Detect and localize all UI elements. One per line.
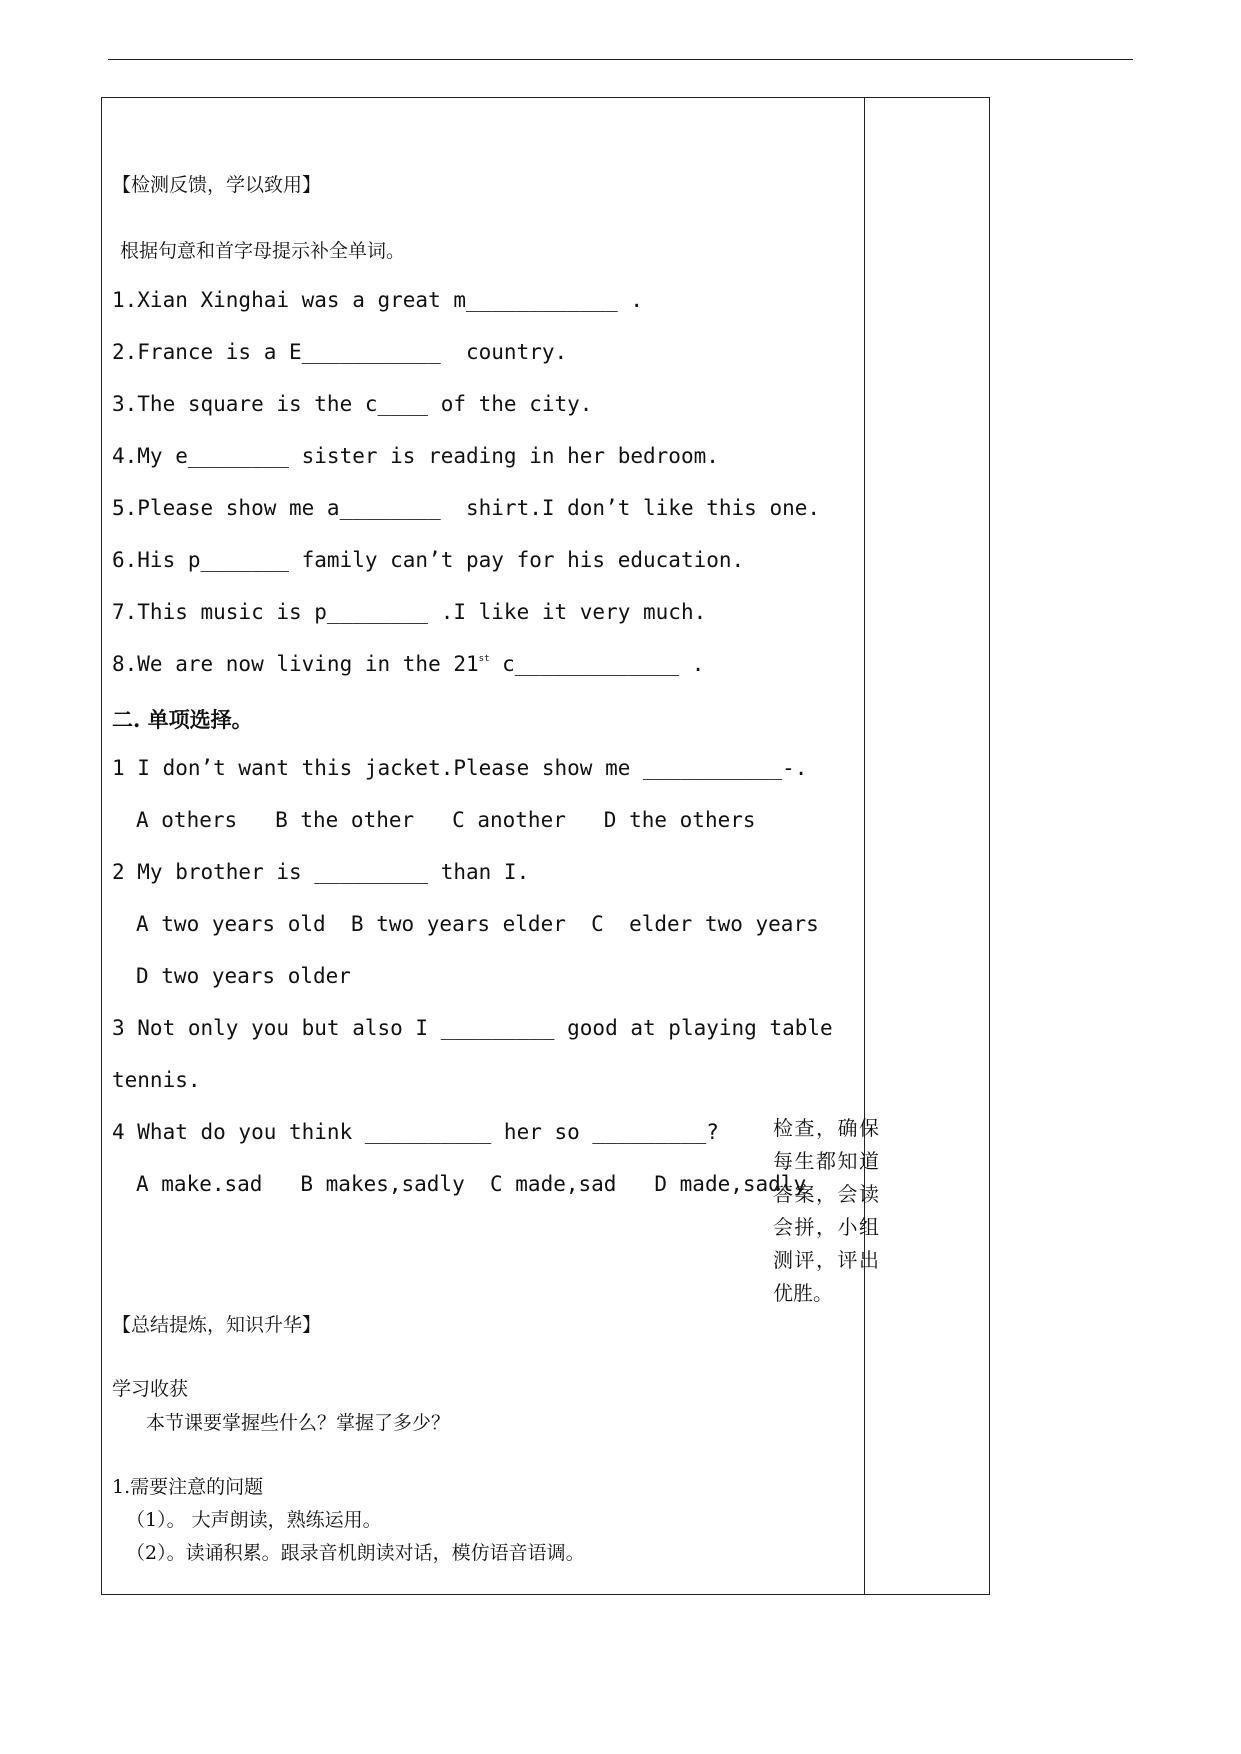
choice-question-3: 3 Not only you but also I _________ good at playing table [112,1016,833,1040]
fill-item-6: 6.His p_______ family can’t pay for his education. [112,548,745,572]
gain-title: 学习收获 [112,1378,189,1400]
summary-heading: 【总结提炼，知识升华】 [112,1314,322,1336]
fill-item-2: 2.France is a E___________ country. [112,340,568,364]
choice-options-4: A make.sad B makes,sadly C made,sad D made,sadly [136,1172,807,1196]
worksheet-table [101,97,990,1595]
fill-item-8-superscript: st [478,654,490,664]
header-rule [108,59,1133,60]
gain-question: 本节课要掌握些什么？掌握了多少？ [146,1412,451,1434]
fill-item-4: 4.My e________ sister is reading in her bedroom. [112,444,719,468]
fill-item-1: 1.Xian Xinghai was a great m____________ . [112,288,644,312]
feedback-heading: 【检测反馈，学以致用】 [112,174,322,196]
attention-item-2: （2）。读诵积累。跟录音机朗读对话，模仿语音语调。 [126,1542,585,1564]
choice-options-1: A others B the other C another D the others [136,808,756,832]
fill-item-8-blank: c_____________ . [489,652,705,676]
attention-title: 1.需要注意的问题 [112,1476,264,1498]
feedback-instruction: 根据句意和首字母提示补全单词。 [120,240,406,262]
fill-item-3: 3.The square is the c____ of the city. [112,392,593,416]
choice-question-2: 2 My brother is _________ than I. [112,860,530,884]
choice-options-2-cont: D two years older [136,964,351,988]
fill-item-8-text: 8.We are now living in the 21 [112,652,479,676]
teacher-note: 检查，确保每生都知道答案，会读会拼，小组测评，评出优胜。 [773,1116,879,1305]
column-divider [864,98,865,1594]
choice-question-1: 1 I don’t want this jacket.Please show me ___________-. [112,756,808,780]
fill-item-7: 7.This music is p________ .I like it very much. [112,600,707,624]
fill-item-5: 5.Please show me a________ shirt.I don’t like this one. [112,496,821,520]
choice-heading: 二. 单项选择。 [112,707,253,732]
choice-question-3-cont: tennis. [112,1068,201,1092]
fill-item-8 [112,652,704,676]
choice-question-4: 4 What do you think __________ her so _________? [112,1120,719,1144]
attention-item-1: （1）。 大声朗读，熟练运用。 [126,1509,382,1531]
choice-options-2: A two years old B two years elder C elder two years [136,912,819,936]
